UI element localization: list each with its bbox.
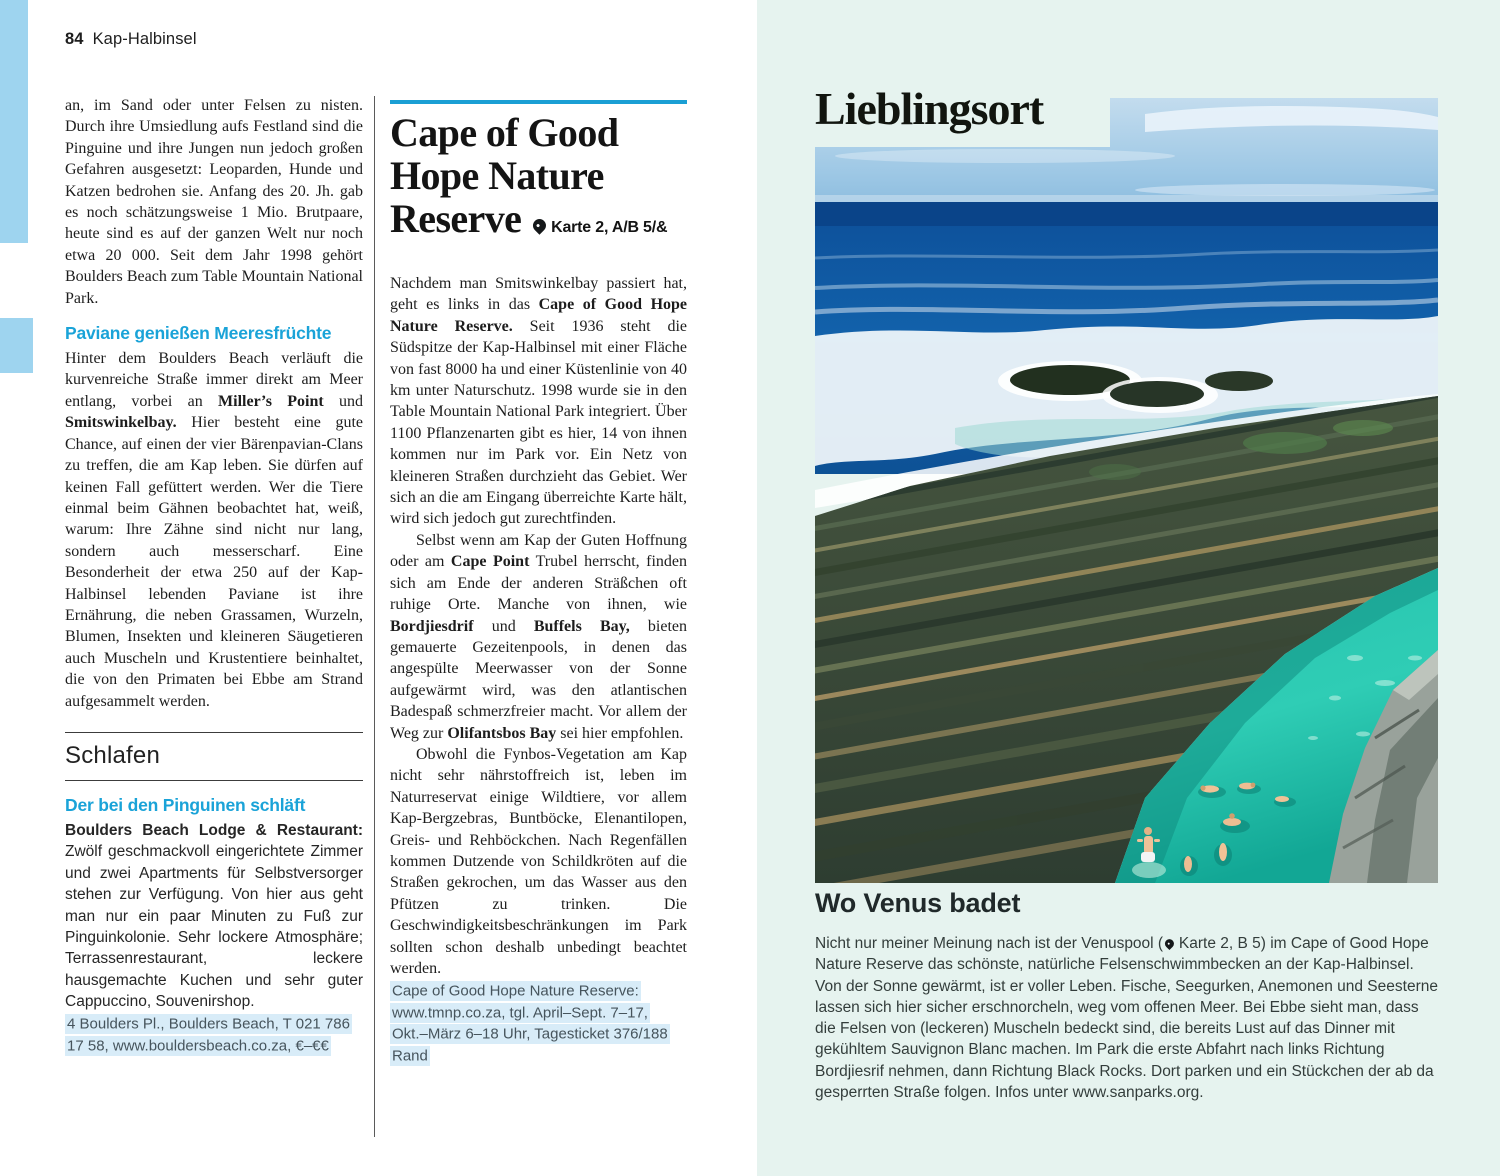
paragraph: Selbst wenn am Kap der Guten Hoffnung oder am Cape Point Trubel herrscht, finden sich am Ende der anderen Sträßchen oft ruhige Orte. Manche von ihnen, wie Bordjiesdrif und Buffels Bay, bieten gemauerte Gezeitenpools, in denen das angespülte Meerwasser von der Sonne aufgewärmt wird, was den atlantischen Badespaß schmerzfreier macht. Vor allem der Weg zur Olifantsbos Bay sei hier empfohlen.: [390, 531, 687, 742]
contact-info: [65, 1014, 363, 1057]
feature-title-box: [757, 0, 1110, 147]
venuspool-photo: [815, 98, 1438, 883]
feature-title: Lieblingsort: [815, 83, 1044, 134]
contact-highlight: 4 Boulders Pl., Boulders Beach, T 021 786 17 58, www.bouldersbeach.co.za, €–€€: [67, 1015, 350, 1055]
map-reference: Karte 2, A/B 5/&: [531, 206, 667, 249]
paragraph: Obwohl die Fynbos-Vegetation am Kap nicht sehr nährstoffreich ist, leben im Naturreservat einige Wildtiere, vor allem Kap-Bergzebras, Buntböcke, Elenantilopen, Greis- und Rehböckchen. Nach Regenfällen kommen Dutzende von Schildkröten auf die Straßen gekrochen, um das Wasser aus den Pfützen zu trinken. Die Geschwindigkeitsbeschränkungen im Park sollten schon deshalb unbedingt beachtet werden.: [390, 745, 687, 977]
paragraph: Nachdem man Smitswinkelbay passiert hat, geht es links in das Cape of Good Hope Nature Reserve. Seit 1936 steht die Südspitze der Kap-Halbinsel mit einer Fläche von fast 8000 ha und einer Küstenlinie von 40 km unter Naturschutz. 1998 wurde sie in den Table Mountain National Park integriert. Über 1100 Pflanzenarten gibt es hier, 14 von ihnen kommen nur im Park vor. Ein Netz von kleineren Straßen durchzieht das Gebiet. Wer sich an die am Eingang überreichte Karte hält, wird sich jedoch gut zurechtfinden.: [390, 275, 688, 528]
info-highlight: Cape of Good Hope Nature Reserve: www.tmnp.co.za, tgl. April–Sept. 7–17, Okt.–März 6–18 Uhr, Tagesticket 376/188 Rand: [392, 982, 668, 1065]
column-rule: [374, 96, 375, 1137]
paragraph: an, im Sand oder unter Felsen zu nisten. Durch ihre Umsiedlung aufs Festland sind die Pinguine und ihre Jungen nun jedoch großen Gefahren ausgesetzt: Leoparden, Hunde und Katzen bedrohen sie. Anfang des 20. Jh. gab es noch schätzungsweise 1 Mio. Brutpaare, heute sind es auf der ganzen Welt nur noch etwa 20 000. Seit dem Jahr 1998 gehört Boulders Beach zum Table Mountain National Park.: [65, 97, 363, 307]
feature-headline: Wo Venus badet: [815, 888, 1021, 918]
feature-page: [757, 0, 1500, 1176]
subheading: Der bei den Pinguinen schläft: [65, 794, 306, 815]
headline-line: Hope Nature: [390, 153, 604, 198]
subheading: Paviane genießen Meeresfrüchte: [65, 323, 332, 344]
feature-body: Nicht nur meiner Meinung nach ist der Venuspool ( Karte 2, B 5) im Cape of Good Hope Nature Reserve das schönste, natürliche Felsenschwimmbecken an der Kap-Halbinsel. Von der Sonne gewärmt, ist er voller Leben. Fische, Seegurken, Anemonen und Seesterne lassen sich hier sicher erschnorcheln, weg vom offenen Meer. Bei Ebbe sieht man, dass die Felsen von (leckeren) Muscheln bedeckt sind, die bereits Lust auf das Dinner mit gekühltem Sauvignon Blanc machen. Im Park die erste Abfahrt nach links Richtung Bordjiesrif nehmen, dann Richtung Black Rocks. Dort parken und ein Stückchen der ab da gesperrten Straße folgen. Infos unter www.sanparks.org.: [815, 935, 1438, 1102]
paragraph: Hinter dem Boulders Beach verläuft die kurvenreiche Straße immer direkt am Meer entlang, vorbei an Miller’s Point und Smitswinkelbay. Hier besteht eine gute Chance, auf einen der vier Bärenpavian-Clans zu treffen, die am Kap leben. Sie dürfen auf keinen Fall gefüttert werden. Wer die Tiere einmal beim Gähnen beobachtet hat, weiß, warum: Ihre Zähne sind nicht nur lang, sondern auch messerscharf. Eine Besonderheit der etwa 250 auf der Kap-Halbinsel lebenden Paviane ist ihre Ernährung, die neben Grassamen, Wurzeln, Blumen, Insekten und kleineren Säugetieren auch Muscheln und Krustentiere beinhaltet, die von den Primaten bei Ebbe am Strand aufgesammelt werden.: [65, 350, 364, 710]
running-head-left: [65, 30, 197, 49]
column-middle: [390, 100, 687, 1067]
headline-line: Reserve Karte 2, A/B 5/&: [390, 197, 687, 249]
left-chapter-tab: [0, 318, 33, 373]
column-left: [65, 95, 363, 1057]
section-header: Schlafen: [65, 741, 160, 769]
chapter-title: Kap-Halbinsel: [92, 30, 197, 48]
left-edge-bar: [0, 0, 28, 243]
headline-rule: [390, 100, 687, 104]
map-pin-icon: [1163, 937, 1176, 950]
article-headline: [390, 111, 687, 249]
headline-line: Cape of Good: [390, 110, 619, 155]
listing-text: Boulders Beach Lodge & Restaurant: Zwölf geschmackvoll eingerichtete Zimmer und zwei Apartments für Selbstversorger stehen zur Verfügung. Von hier aus geht man nur ein paar Minuten zu Fuß zur Pinguinkolonie. Sehr lockere Atmosphäre; Terrassenrestaurant, leckere hausgemachte Kuchen und sehr guter Cappuccino, Souvenirshop.: [65, 821, 363, 1011]
practical-info: [390, 980, 687, 1066]
section-header-block: [65, 732, 363, 781]
page-number-left: 84: [65, 30, 84, 48]
map-pin-icon: [530, 216, 549, 235]
